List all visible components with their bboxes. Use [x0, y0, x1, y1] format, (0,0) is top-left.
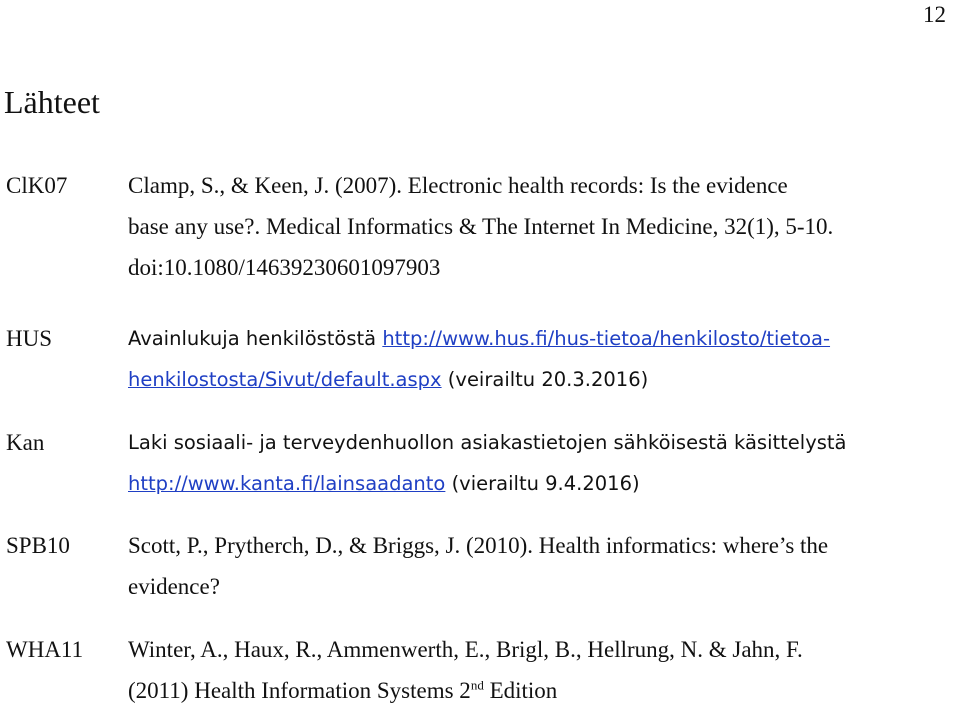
reference-line: Winter, A., Haux, R., Ammenwerth, E., Brigl, B., Hellrung, N. & Jahn, F.	[128, 637, 803, 662]
reference-text	[128, 422, 948, 504]
reference-text-segment: (2011) Health Information Systems 2	[128, 678, 471, 703]
page-number: 12	[923, 2, 946, 27]
reference-line: base any use?. Medical Informatics & The Internet In Medicine, 32(1), 5-10.	[128, 214, 834, 239]
kanta-link[interactable]: http://www.kanta.fi/lainsaadanto	[128, 472, 446, 495]
reference-text	[128, 165, 948, 288]
reference-key: ClK07	[6, 173, 68, 198]
reference-line: doi:10.1080/14639230601097903	[128, 255, 441, 280]
reference-text	[128, 629, 948, 711]
reference-text	[128, 525, 948, 607]
reference-text	[128, 318, 948, 400]
visit-date-text: (veirailtu 20.3.2016)	[441, 368, 649, 391]
reference-line	[128, 670, 948, 711]
reference-line: Laki sosiaali- ja terveydenhuollon asiakastietojen sähköisestä käsittelystä	[128, 431, 847, 454]
reference-key: Kan	[6, 430, 45, 455]
ordinal-superscript: nd	[470, 677, 484, 693]
hus-link[interactable]: http://www.hus.fi/hus-tietoa/henkilosto/tietoa-	[382, 327, 831, 350]
reference-line	[128, 318, 948, 359]
visit-date-text: (vierailtu 9.4.2016)	[445, 472, 640, 495]
reference-key: WHA11	[6, 637, 84, 662]
reference-line: evidence?	[128, 574, 220, 599]
reference-text-segment: Edition	[483, 678, 558, 703]
reference-key: HUS	[6, 326, 53, 351]
reference-line	[128, 359, 948, 400]
reference-key: SPB10	[6, 533, 70, 558]
reference-line: Scott, P., Prytherch, D., & Briggs, J. (2010). Health informatics: where’s the	[128, 533, 829, 558]
reference-line	[128, 463, 948, 504]
reference-text-segment: Avainlukuja henkilöstöstä	[128, 327, 383, 350]
reference-line: Clamp, S., & Keen, J. (2007). Electronic health records: Is the evidence	[128, 173, 788, 198]
page-title: Lähteet	[4, 84, 100, 120]
hus-link-continued[interactable]: henkilostosta/Sivut/default.aspx	[128, 368, 442, 391]
